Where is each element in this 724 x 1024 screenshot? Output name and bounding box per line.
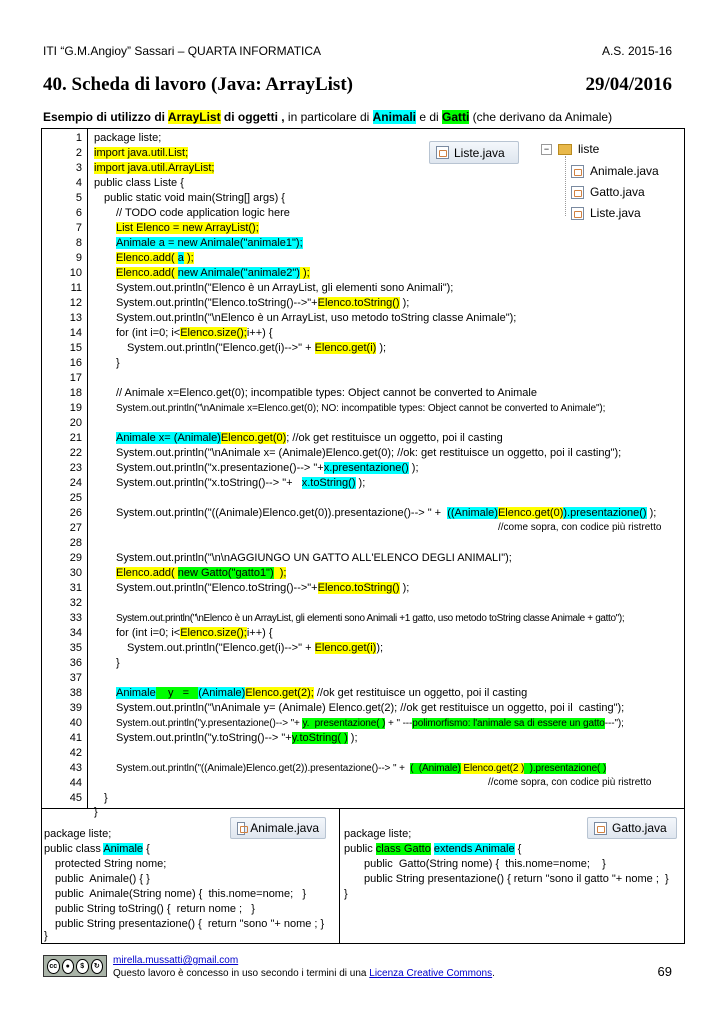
intro-gatti: Gatti	[442, 110, 470, 124]
code-line	[94, 341, 386, 356]
code-line	[94, 566, 286, 581]
code-line	[94, 731, 358, 746]
gatto-code-line: }	[344, 888, 348, 900]
code-token: List Elenco = new ArrayList();	[116, 222, 259, 234]
tree-root[interactable]	[541, 142, 599, 156]
header-school: ITI “G.M.Angioy” Sassari – QUARTA INFORMATICA	[43, 44, 322, 58]
line-number-gutter	[42, 129, 88, 808]
code-token: for (int i=0; i<	[116, 627, 181, 639]
gatto-code-line: public String presentazione() { return "sono il gatto "+ nome ; }	[364, 873, 669, 885]
code-token: );	[376, 342, 387, 354]
code-token: a	[177, 252, 184, 264]
code-line: }	[104, 792, 108, 804]
code-line	[94, 581, 409, 596]
code-line	[94, 476, 365, 491]
code-token: y. presentazione( )	[302, 718, 386, 729]
code-line: System.out.println("\nAnimale y= (Animale) Elenco.get(2); //ok get restituisce un oggetto, poi il casting");	[116, 702, 625, 714]
animale-code-line: public String toString() { return nome ; }	[55, 903, 255, 915]
main-code-box	[41, 128, 685, 818]
code-token: y.toString( )	[291, 732, 348, 744]
code-comment: //come sopra, con codice più ristretto	[488, 777, 652, 788]
line-number: 7	[75, 222, 82, 234]
code-token: ((Animale)	[447, 507, 498, 519]
tab-label: Liste.java	[454, 145, 505, 160]
code-token: );	[273, 567, 287, 579]
code-line: System.out.println("\nAnimale x=Elenco.get(0); NO: incompatible types: Object cannot be converted to Animale");	[116, 403, 606, 414]
intro-arraylist: ArrayList	[167, 110, 221, 124]
tab-label: Gatto.java	[612, 821, 667, 835]
by-icon: ●	[62, 959, 75, 974]
line-number: 39	[69, 702, 82, 714]
code-token: );	[376, 642, 384, 654]
line-number: 34	[69, 627, 82, 639]
java-file-icon	[237, 822, 245, 835]
intro-line	[43, 110, 612, 124]
line-number: 3	[75, 162, 82, 174]
gatto-code-line: package liste;	[344, 828, 412, 840]
line-number: 26	[69, 507, 82, 519]
code-token: Elenco.size();	[180, 627, 247, 639]
code-token: y =	[155, 687, 199, 699]
line-number: 41	[69, 732, 82, 744]
code-line	[94, 641, 383, 656]
code-line	[94, 506, 656, 521]
code-token: System.out.println("Elenco.get(i)-->" +	[127, 342, 315, 354]
line-number: 35	[69, 642, 82, 654]
code-token: Animale x= (Animale)	[116, 432, 221, 444]
code-token: System.out.println("x.toString()--> "+	[116, 477, 302, 489]
line-number: 29	[69, 552, 82, 564]
animale-code-line: public String presentazione() { return "sono "+ nome ; }	[55, 918, 325, 930]
code-token: public	[344, 843, 376, 855]
liste-java-tab[interactable]	[429, 141, 519, 164]
line-number: 10	[69, 267, 82, 279]
code-token: i++) {	[246, 627, 273, 639]
code-token: );	[399, 582, 410, 594]
line-number: 27	[69, 522, 82, 534]
line-number: 13	[69, 312, 82, 324]
code-token: //ok get restituisce un oggetto, poi il casting	[289, 432, 503, 444]
tree-item[interactable]	[571, 185, 645, 199]
line-number: 5	[75, 192, 82, 204]
animale-java-tab[interactable]	[230, 817, 326, 839]
code-token: Elenco.get(0)	[497, 507, 564, 519]
line-number: 44	[69, 777, 82, 789]
code-token: );	[399, 297, 410, 309]
code-token: Elenco.add(	[116, 567, 178, 579]
code-token: Elenco.add(	[116, 252, 178, 264]
java-file-icon	[571, 207, 584, 220]
java-file-icon	[571, 165, 584, 178]
code-line	[94, 461, 419, 476]
code-token: ( (Animale)	[410, 763, 461, 774]
intro-text: e di	[415, 110, 442, 124]
code-token: {	[514, 843, 522, 855]
author-email-link[interactable]: mirella.mussatti@gmail.com	[113, 955, 239, 966]
intro-animali: Animali	[372, 110, 416, 124]
tab-label: Animale.java	[250, 821, 319, 835]
code-line: System.out.println("Elenco è un ArrayList, gli elementi sono Animali");	[116, 282, 454, 294]
code-token: Elenco.get(i)	[314, 642, 377, 654]
code-token: Animale	[103, 843, 144, 855]
gatto-code-line	[344, 842, 521, 857]
code-line: System.out.println("\n\nAGGIUNGO UN GATTO ALL'ELENCO DEGLI ANIMALI");	[116, 552, 512, 564]
line-number: 17	[69, 372, 82, 384]
code-line	[94, 326, 273, 341]
line-number: 42	[69, 747, 82, 759]
animale-code-line: public Animale(String nome) { this.nome=nome; }	[55, 888, 306, 900]
line-number: 43	[69, 762, 82, 774]
tree-item[interactable]	[571, 206, 641, 220]
line-number: 21	[69, 432, 82, 444]
code-line: System.out.println("\nElenco è un ArrayList, gli elementi sono Animali +1 gatto, uso metodo toString classe Animale + gatto");	[116, 613, 625, 624]
line-number: 19	[69, 402, 82, 414]
code-token: new Animale("animale2")	[177, 267, 300, 279]
sa-icon: ↻	[91, 959, 104, 974]
code-token: Elenco.get(2);	[245, 687, 314, 699]
code-token: ---");	[604, 718, 624, 729]
line-number: 2	[75, 147, 82, 159]
code-token: ).presentazione( )	[524, 763, 607, 774]
nc-icon: $	[76, 959, 89, 974]
code-token: //ok get restituisce un oggetto, poi il casting	[313, 687, 528, 699]
line-number: 20	[69, 417, 82, 429]
line-number: 6	[75, 207, 82, 219]
column-divider	[339, 809, 340, 943]
code-line: System.out.println("\nAnimale x= (Animale)Elenco.get(0); //ok: get restituisce un oggetto, poi il casting");	[116, 447, 622, 459]
code-line: // Animale x=Elenco.get(0); incompatible types: Object cannot be converted to Animale	[116, 387, 537, 399]
tree-item-label: Gatto.java	[590, 185, 645, 199]
code-token: i++) {	[246, 327, 273, 339]
intro-text: Esempio di utilizzo di	[43, 110, 168, 124]
line-number: 25	[69, 492, 82, 504]
code-token: Animale	[116, 687, 156, 699]
code-token: Elenco.size();	[180, 327, 247, 339]
code-token: System.out.println("y.presentazione()--> "+	[116, 718, 303, 729]
gatto-code-line: public Gatto(String nome) { this.nome=nome; }	[364, 858, 606, 870]
code-token: Elenco.toString()	[317, 297, 400, 309]
line-number: 40	[69, 717, 82, 729]
code-line: public class Liste {	[94, 177, 184, 189]
code-token: Animale a = new Animale("animale1");	[116, 237, 303, 249]
line-number: 24	[69, 477, 82, 489]
page-title: 40. Scheda di lavoro (Java: ArrayList)	[43, 74, 353, 95]
license-text	[113, 968, 495, 979]
line-number: 22	[69, 447, 82, 459]
java-file-icon	[594, 822, 607, 835]
code-token: ).presentazione()	[563, 507, 647, 519]
code-line: package liste;	[94, 132, 162, 144]
license-label: Questo lavoro è concesso in uso secondo i termini di una	[113, 968, 370, 979]
line-number: 1	[75, 132, 82, 144]
code-line	[94, 686, 527, 701]
code-token: extends Animale	[433, 843, 515, 855]
code-token: Elenco.get(i)	[314, 342, 377, 354]
line-number: 9	[75, 252, 82, 264]
code-token: for (int i=0; i<	[116, 327, 181, 339]
line-number: 31	[69, 582, 82, 594]
code-line: public static void main(String[] args) {	[104, 192, 285, 204]
code-token: );	[355, 477, 366, 489]
line-number: 12	[69, 297, 82, 309]
license-link[interactable]: Licenza Creative Commons	[369, 968, 493, 979]
code-token: import java.util.ArrayList;	[94, 162, 215, 174]
code-line	[94, 266, 310, 281]
code-token: System.out.println("((Animale)Elenco.get(0)).presentazione()--> " +	[116, 507, 448, 519]
line-number: 38	[69, 687, 82, 699]
intro-text: di oggetti ,	[220, 110, 285, 124]
code-token: class Gatto	[375, 843, 431, 855]
collapse-icon[interactable]: −	[541, 144, 552, 155]
code-line: }	[94, 806, 98, 818]
code-token: Elenco.get(0)	[220, 432, 287, 444]
tree-item-label: Animale.java	[590, 164, 659, 178]
code-token: System.out.println("y.toString()--> "+	[116, 732, 292, 744]
code-token: {	[143, 843, 150, 855]
line-number: 36	[69, 657, 82, 669]
code-line	[94, 236, 303, 251]
animale-code-line	[44, 842, 150, 857]
code-line: System.out.println("\nElenco è un ArrayList, uso metodo toString classe Animale");	[116, 312, 517, 324]
animale-code-line: }	[44, 930, 48, 942]
code-token: System.out.println("Elenco.toString()-->"+	[116, 297, 318, 309]
code-token: ;	[286, 432, 290, 444]
line-number: 14	[69, 327, 82, 339]
code-line	[94, 716, 624, 731]
gatto-java-tab[interactable]	[587, 817, 677, 839]
license-end: .	[492, 968, 495, 979]
code-line	[94, 626, 273, 641]
header-year: A.S. 2015-16	[601, 44, 672, 58]
code-line	[94, 221, 259, 236]
creative-commons-badge	[43, 955, 107, 977]
folder-icon	[558, 144, 572, 155]
cc-icon: cc	[47, 959, 60, 974]
line-number: 33	[69, 612, 82, 624]
code-line: }	[116, 357, 120, 369]
code-token: polimorfismo: l'animale sa di essere un gatto	[412, 718, 605, 729]
classes-box	[41, 808, 685, 944]
code-token: x.presentazione()	[323, 462, 409, 474]
code-token: );	[347, 732, 358, 744]
animale-code-line: protected String nome;	[55, 858, 167, 870]
line-number: 16	[69, 357, 82, 369]
code-token: );	[183, 252, 194, 264]
code-token: System.out.println("Elenco.toString()-->"+	[116, 582, 318, 594]
line-number: 28	[69, 537, 82, 549]
intro-text: in particolare di	[284, 110, 373, 124]
tree-connector	[565, 156, 566, 216]
tree-item[interactable]	[571, 164, 659, 178]
line-number: 30	[69, 567, 82, 579]
code-token: );	[408, 462, 419, 474]
page-date: 29/04/2016	[585, 74, 672, 95]
animale-code-line: package liste;	[44, 828, 112, 840]
code-token: System.out.println("((Animale)Elenco.get(2)).presentazione()--> " +	[116, 763, 411, 774]
line-number: 23	[69, 462, 82, 474]
page-number: 69	[657, 964, 672, 979]
line-number: 32	[69, 597, 82, 609]
code-token: import java.util.List;	[94, 147, 189, 159]
code-line	[94, 146, 188, 161]
code-token: (Animale)	[198, 687, 246, 699]
code-token: Elenco.add(	[116, 267, 178, 279]
java-file-icon	[571, 186, 584, 199]
code-line	[94, 161, 214, 176]
line-number: 18	[69, 387, 82, 399]
intro-text: (che derivano da Animale)	[469, 110, 613, 124]
code-token: x.toString()	[301, 477, 356, 489]
tree-item-label: Liste.java	[590, 206, 641, 220]
line-number: 4	[75, 177, 82, 189]
line-number: 11	[70, 282, 82, 294]
code-token: new Gatto("gatto1")	[177, 567, 274, 579]
code-token: Elenco.get(2 )	[460, 763, 525, 774]
code-token: );	[299, 267, 310, 279]
line-number: 37	[69, 672, 82, 684]
code-line	[94, 431, 503, 446]
line-number: 45	[69, 792, 82, 804]
line-number: 15	[69, 342, 82, 354]
code-token: System.out.println("x.presentazione()--> "+	[116, 462, 324, 474]
java-file-icon	[436, 146, 449, 159]
code-line	[94, 251, 194, 266]
code-token: System.out.println("Elenco.get(i)-->" +	[127, 642, 315, 654]
code-token: Elenco.toString()	[317, 582, 400, 594]
code-token: public class	[44, 843, 104, 855]
code-line	[94, 761, 606, 776]
code-token: + " ---	[385, 718, 413, 729]
code-line: // TODO code application logic here	[116, 207, 290, 219]
code-comment: //come sopra, con codice più ristretto	[498, 522, 662, 533]
code-line: }	[116, 657, 120, 669]
line-number: 8	[75, 237, 82, 249]
tree-root-label: liste	[578, 142, 600, 156]
animale-code-line: public Animale() { }	[55, 873, 150, 885]
code-line	[94, 296, 409, 311]
code-token: );	[646, 507, 657, 519]
